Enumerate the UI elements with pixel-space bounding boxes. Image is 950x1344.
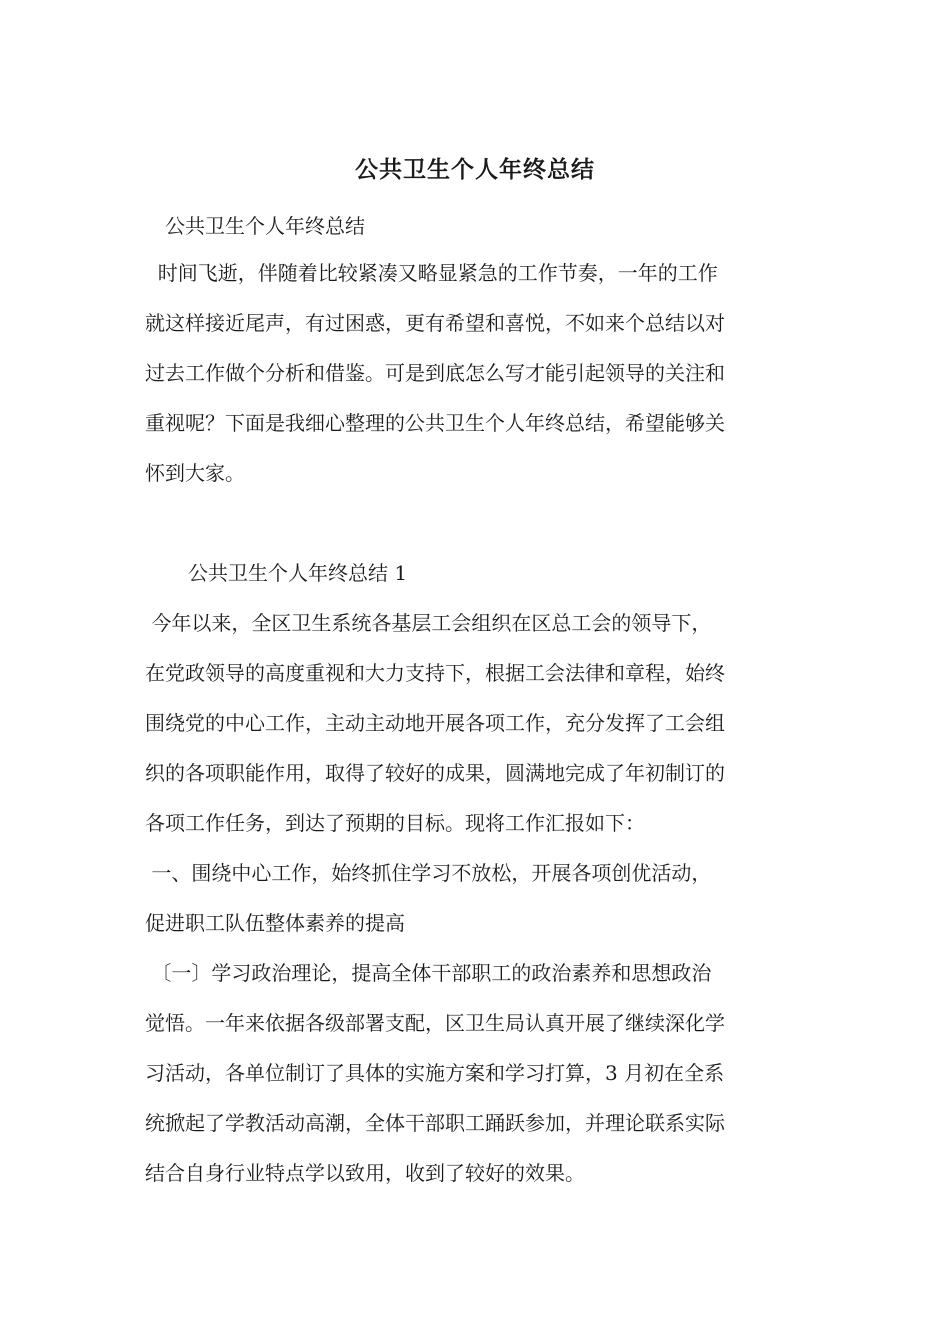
paragraph-line: 时间飞逝，伴随着比较紧凑又略显紧急的工作节奏，一年的工作 — [145, 261, 718, 285]
paragraph-line: 结合自身行业特点学以致用，收到了较好的效果。 — [145, 1161, 585, 1185]
paragraph-line: 各项工作任务，到达了预期的目标。现将工作汇报如下： — [145, 811, 645, 835]
body-paragraphs — [145, 598, 809, 1198]
paragraph-line: 〔一〕学习政治理论，提高全体干部职工的政治素养和思想政治 — [145, 961, 712, 985]
paragraph-line: 怀到大家。 — [145, 461, 245, 485]
paragraph-line: 今年以来，全区卫生系统各基层工会组织在区总工会的领导下， — [145, 611, 712, 635]
paragraph-line: 在党政领导的高度重视和大力支持下，根据工会法律和章程，始终 — [145, 661, 725, 685]
paragraph-line: 一、围绕中心工作，始终抓住学习不放松，开展各项创优活动， — [145, 861, 712, 885]
paragraph-line: 觉悟。一年来依据各级部署支配，区卫生局认真开展了继续深化学 — [145, 1011, 725, 1035]
paragraph-line: 重视呢？下面是我细心整理的公共卫生个人年终总结，希望能够关 — [145, 411, 725, 435]
paragraph-line: 促进职工队伍整体素养的提高 — [145, 911, 405, 935]
paragraph-line: 围绕党的中心工作，主动主动地开展各项工作，充分发挥了工会组 — [145, 711, 725, 735]
paragraph-line: 过去工作做个分析和借鉴。可是到底怎么写才能引起领导的关注和 — [145, 361, 725, 385]
paragraph-line: 习活动，各单位制订了具体的实施方案和学习打算，3 月初在全系 — [145, 1061, 725, 1085]
paragraph-line: 就这样接近尾声，有过困惑，更有希望和喜悦，不如来个总结以对 — [145, 311, 725, 335]
intro-paragraph — [145, 248, 809, 498]
section-heading: 公共卫生个人年终总结 1 — [188, 561, 408, 585]
document-title: 公共卫生个人年终总结 — [355, 156, 595, 183]
document-subtitle: 公共卫生个人年终总结 — [165, 214, 365, 238]
paragraph-line: 织的各项职能作用，取得了较好的成果，圆满地完成了年初制订的 — [145, 761, 725, 785]
paragraph-line: 统掀起了学教活动高潮，全体干部职工踊跃参加，并理论联系实际 — [145, 1111, 725, 1135]
